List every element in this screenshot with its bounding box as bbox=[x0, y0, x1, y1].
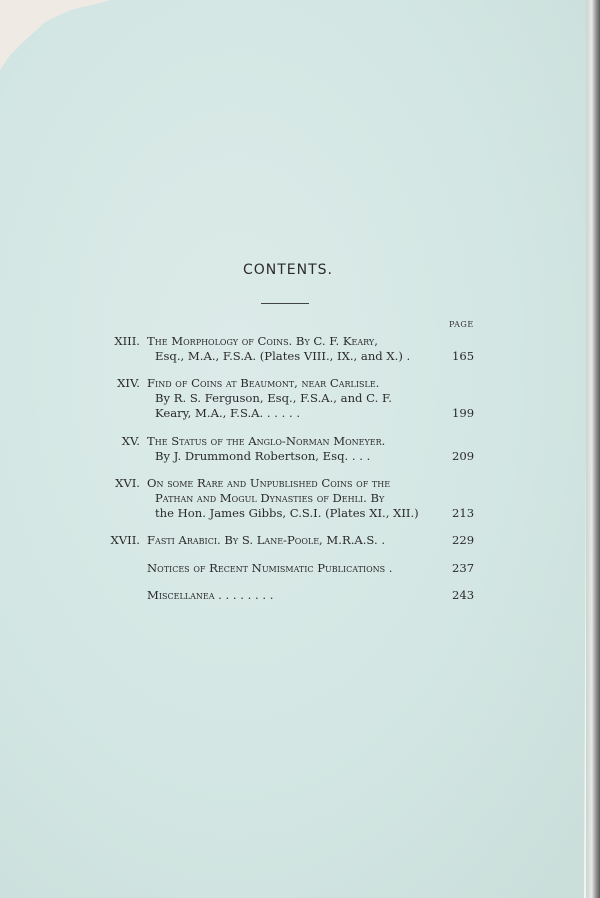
entry-line: On some Rare and Unpublished Coins of the bbox=[147, 476, 391, 490]
entry-line: The Status of the Anglo-Norman Moneyer. bbox=[147, 434, 386, 448]
entry-line: Fasti Arabici. By S. Lane-Poole, M.R.A.S. . bbox=[147, 533, 386, 547]
entry-page-number: 243 bbox=[452, 588, 475, 602]
entry-line: Miscellanea . . . . . . . . bbox=[147, 588, 274, 602]
entry-numeral: XVI. bbox=[115, 476, 140, 490]
entry-numeral: XIV. bbox=[117, 376, 140, 390]
entry-numeral: XVII. bbox=[110, 533, 140, 547]
entry-numeral: XV. bbox=[121, 434, 140, 448]
entry-numeral: XIII. bbox=[114, 334, 140, 348]
entry-line: the Hon. James Gibbs, C.S.I. (Plates XI., XII.) bbox=[155, 506, 419, 520]
page-title: CONTENTS. bbox=[242, 262, 334, 278]
entry-line: By R. S. Ferguson, Esq., F.S.A., and C. F. bbox=[155, 391, 392, 405]
entry-line: Find of Coins at Beaumont, near Carlisle. bbox=[147, 376, 380, 390]
entry-line: Esq., M.A., F.S.A. (Plates VIII., IX., and X.) . bbox=[155, 349, 411, 363]
page-column-label: PAGE bbox=[449, 320, 474, 329]
entry-line: The Morphology of Coins. By C. F. Keary, bbox=[147, 334, 378, 348]
entry-page-number: 213 bbox=[452, 506, 475, 520]
entry-line: Notices of Recent Numismatic Publications . bbox=[147, 561, 393, 575]
entry-page-number: 165 bbox=[452, 349, 475, 363]
entry-page-number: 229 bbox=[452, 533, 475, 547]
entry-page-number: 209 bbox=[452, 449, 475, 463]
entry-line: Pathan and Mogul Dynasties of Dehli. By bbox=[155, 491, 385, 505]
entry-line: By J. Drummond Robertson, Esq. . . . bbox=[155, 449, 371, 463]
title-rule bbox=[261, 303, 309, 304]
entry-page-number: 237 bbox=[452, 561, 475, 575]
page-edge bbox=[586, 0, 600, 898]
entry-line: Keary, M.A., F.S.A. . . . . . bbox=[155, 406, 301, 420]
entry-page-number: 199 bbox=[452, 406, 475, 420]
